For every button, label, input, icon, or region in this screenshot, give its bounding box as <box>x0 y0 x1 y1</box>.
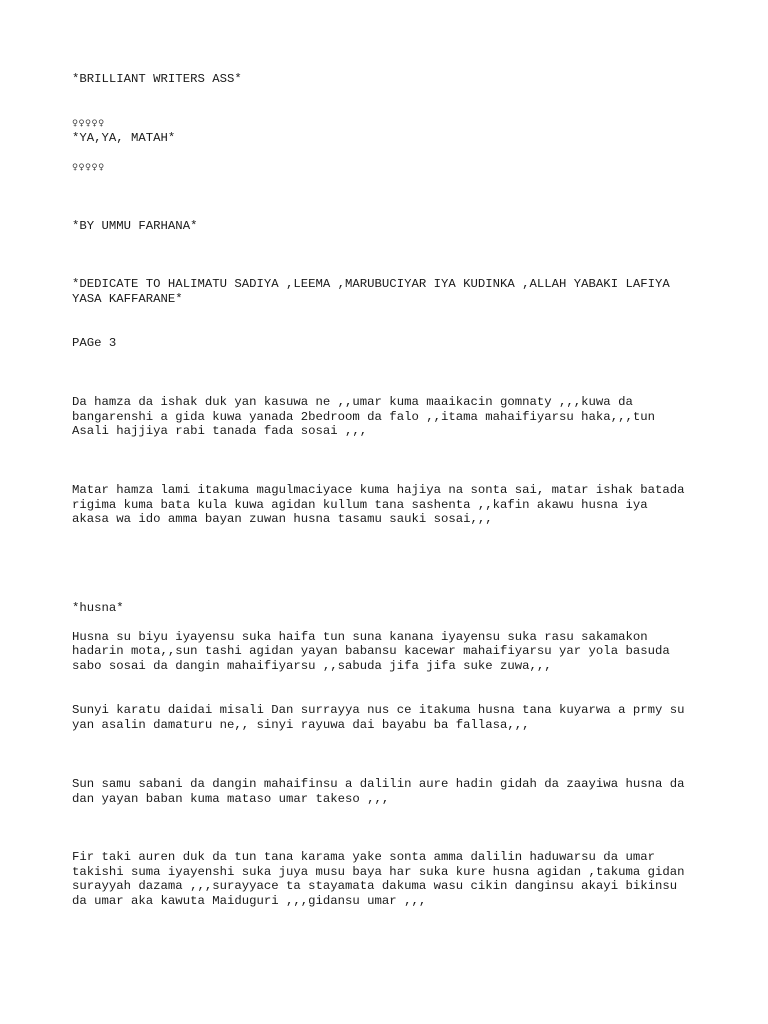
paragraph-line: rigima kuma bata kula kuwa agidan kullum tana sashenta ,,kafin akawu husna iya <box>72 498 648 512</box>
paragraph-line: sabo sosai da dangin mahaifiyarsu ,,sabuda jifa jifa suke zuwa,,, <box>72 659 552 673</box>
section-heading: *husna* <box>72 601 124 615</box>
paragraph-line: da umar aka kawuta Maiduguri ,,,gidansu umar ,,, <box>72 894 427 908</box>
paragraph-line: Da hamza da ishak duk yan kasuwa ne ,,umar kuma maaikacin gomnaty ,,,kuwa da <box>72 395 633 409</box>
paragraph-line: yan asalin damaturu ne,, sinyi rayuwa dai bayabu ba fallasa,,, <box>72 718 530 732</box>
paragraph-line: surayyah dazama ,,,surayyace ta stayamata dakuma wasu cikin danginsu akayi bikinsu <box>72 879 678 893</box>
paragraph-line: hadarin mota,,sun tashi agidan yayan babansu kacewar mahaifiyarsu yar yola basuda <box>72 644 670 658</box>
dedication-line: *DEDICATE TO HALIMATU SADIYA ,LEEMA ,MARUBUCIYAR IYA KUDINKA ,ALLAH YABAKI LAFIYA <box>72 277 670 291</box>
paragraph-line: Asali hajjiya rabi tanada fada sosai ,,, <box>72 424 368 438</box>
dedication-line: YASA KAFFARANE* <box>72 292 183 306</box>
paragraph-line: Sun samu sabani da dangin mahaifinsu a dalilin aure hadin gidah da zaayiwa husna da <box>72 777 685 791</box>
paragraph-line: Matar hamza lami itakuma magulmaciyace kuma hajiya na sonta sai, matar ishak batada <box>72 483 685 497</box>
paragraph-line: takishi suma iyayenshi suka juya musu baya har suka kure husna agidan ,takuma gidan <box>72 865 685 879</box>
paragraph-line: Husna su biyu iyayensu suka haifa tun suna kanana iyayensu suka rasu sakamakon <box>72 630 648 644</box>
author-line: *BY UMMU FARHANA* <box>72 219 198 233</box>
paragraph-line: Fir taki auren duk da tun tana karama yake sonta amma dalilin haduwarsu da umar <box>72 850 655 864</box>
paragraph-line: akasa wa ido amma bayan zuwan husna tasamu sauki sosai,,, <box>72 512 493 526</box>
symbols-top: ♀♀♀♀♀ <box>72 118 105 129</box>
paragraph-line: bangarenshi a gida kuwa yanada 2bedroom da falo ,,itama mahaifiyarsu haka,,,tun <box>72 410 655 424</box>
page-label: PAGe 3 <box>72 336 117 350</box>
paragraph-line: dan yayan baban kuma mataso umar takeso ,,, <box>72 792 390 806</box>
document-title: *YA,YA, MATAH* <box>72 131 176 145</box>
symbols-bottom: ♀♀♀♀♀ <box>72 162 105 173</box>
document-header: *BRILLIANT WRITERS ASS* <box>72 72 242 86</box>
paragraph-line: Sunyi karatu daidai misali Dan surrayya nus ce itakuma husna tana kuyarwa a prmy su <box>72 703 685 717</box>
